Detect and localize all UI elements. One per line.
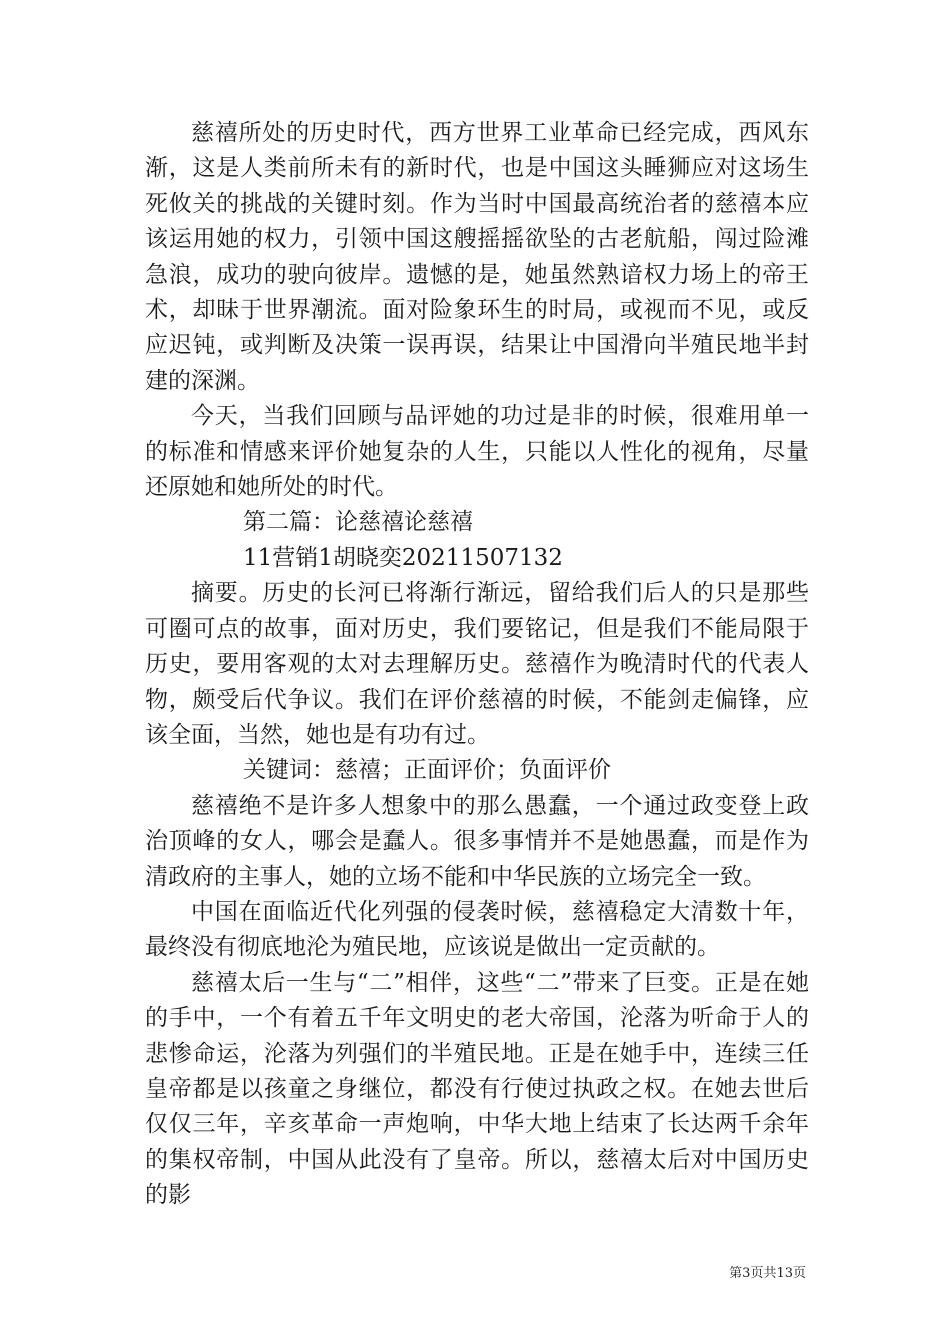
- keywords-line: 关键词：慈禧；正面评价；负面评价: [243, 757, 611, 784]
- paragraph-historical-era: 慈禧所处的历史时代，西方世界工业革命已经完成，西风东渐，这是人类前所未有的新时代，也是中国这头睡狮应对这场生死攸关的挑战的关键时刻。作为当时中国最高统治者的慈禧本应该运用她的权力，引领中国这艘摇摇欲坠的古老航船，闯过险滩急浪，成功的驶向彼岸。遗憾的是，她虽然熟谙权力场上的帝王术，却昧于世界潮流。面对险象环生的时局，或视而不见，或反应迟钝，或判断及决策一误再误，结果让中国滑向半殖民地半封建的深渊。: [145, 120, 809, 394]
- paragraph-abstract: 摘要。历史的长河已将渐行渐远，留给我们后人的只是那些可圈可点的故事，面对历史，我们要铭记，但是我们不能局限于历史，要用客观的太对去理解历史。慈禧作为晚清时代的代表人物，颇受后代争议。我们在评价慈禧的时候，不能剑走偏锋，应该全面，当然，她也是有功有过。: [145, 580, 809, 748]
- section-title: 第二篇：论慈禧论慈禧: [243, 509, 473, 536]
- page-number: 第3页共13页: [729, 1266, 806, 1281]
- paragraph-two-themes: 慈禧太后一生与“二”相伴，这些“二”带来了巨变。正是在她的手中，一个有着五千年文明史的老大帝国，沦落为听命于人的悲惨命运，沦落为列强们的半殖民地。正是在她手中，连续三任皇帝都是以孩童之身继位，都没有行使过执政之权。在她去世后仅仅三年，辛亥革命一声炮响，中华大地上结束了长达两千余年的集权帝制，中国从此没有了皇帝。所以，慈禧太后对中国历史的影: [145, 969, 809, 1209]
- paragraph-evaluation-today: 今天，当我们回顾与品评她的功过是非的时候，很难用单一的标准和情感来评价她复杂的人生，只能以人性化的视角，尽量还原她和她所处的时代。: [145, 403, 809, 501]
- paragraph-not-foolish: 慈禧绝不是许多人想象中的那么愚蠢，一个通过政变登上政治顶峰的女人，哪会是蠢人。很多事情并不是她愚蠢，而是作为清政府的主事人，她的立场不能和中华民族的立场完全一致。: [145, 792, 809, 890]
- author-line: 11营销1胡晓奕20211507132: [243, 544, 563, 571]
- document-body: [145, 116, 809, 1214]
- paragraph-contribution: 中国在面临近代化列强的侵袭时候，慈禧稳定大清数十年，最终没有彻底地沦为殖民地，应该说是做出一定贡献的。: [145, 898, 809, 961]
